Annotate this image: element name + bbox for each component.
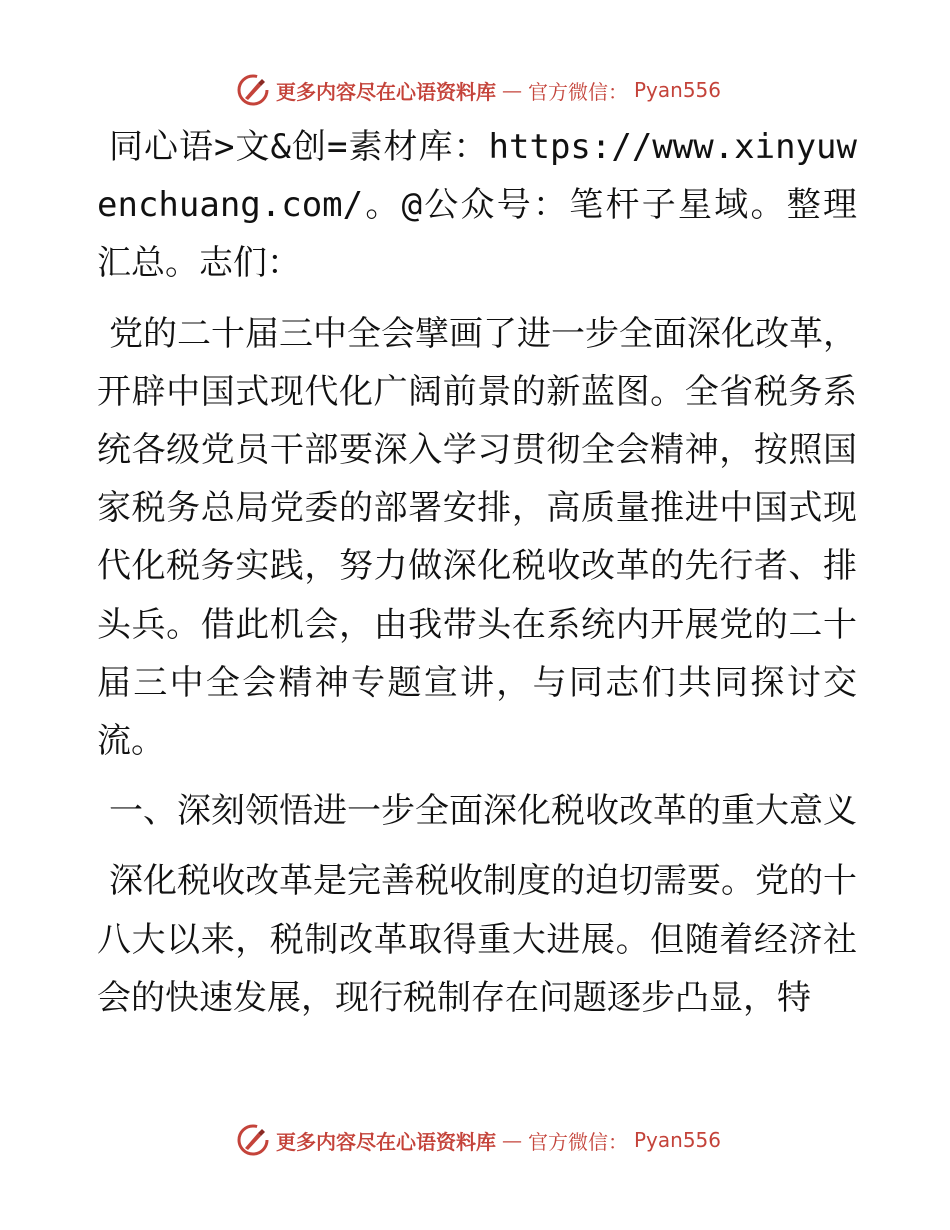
banner-account-id: Pyan556: [634, 1128, 722, 1152]
banner-text: 更多内容尽在心语资料库: [276, 79, 496, 104]
banner-dash: —: [502, 78, 522, 102]
footer-banner: [236, 1120, 721, 1160]
banner-text: 更多内容尽在心语资料库: [276, 1129, 496, 1154]
body-paragraph: 党的二十届三中全会擘画了进一步全面深化改革，开辟中国式现代化广阔前景的新蓝图。全省税务系统各级党员干部要深入学习贯彻全会精神，按照国家税务总局党委的部署安排，高质量推进中国式现代化税务实践，努力做深化税收改革的先行者、排头兵。借此机会，由我带头在系统内开展党的二十届三中全会精神专题宣讲，与同志们共同探讨交流。: [97, 313, 857, 762]
document-body: [97, 118, 857, 1039]
banner-account-label: 官方微信：: [528, 1129, 628, 1154]
pen-circle-logo-icon: [236, 1123, 270, 1157]
banner-account-label: 官方微信：: [528, 79, 628, 104]
pen-circle-logo-icon: [236, 73, 270, 107]
banner-dash: —: [502, 1128, 522, 1152]
header-banner: [236, 70, 721, 110]
body-paragraph: 深化税收改革是完善税收制度的迫切需要。党的十八大以来，税制改革取得重大进展。但随着经济社会的快速发展，现行税制存在问题逐步凸显，特: [97, 861, 857, 1018]
intro-paragraph: 同心语>文&创=素材库：https://www.xinyuwenchuang.com/。@公众号：笔杆子星域。整理汇总。志们：: [97, 127, 857, 284]
section-heading: 一、深刻领悟进一步全面深化税收改革的重大意义: [109, 791, 857, 832]
banner-account-id: Pyan556: [634, 78, 722, 102]
